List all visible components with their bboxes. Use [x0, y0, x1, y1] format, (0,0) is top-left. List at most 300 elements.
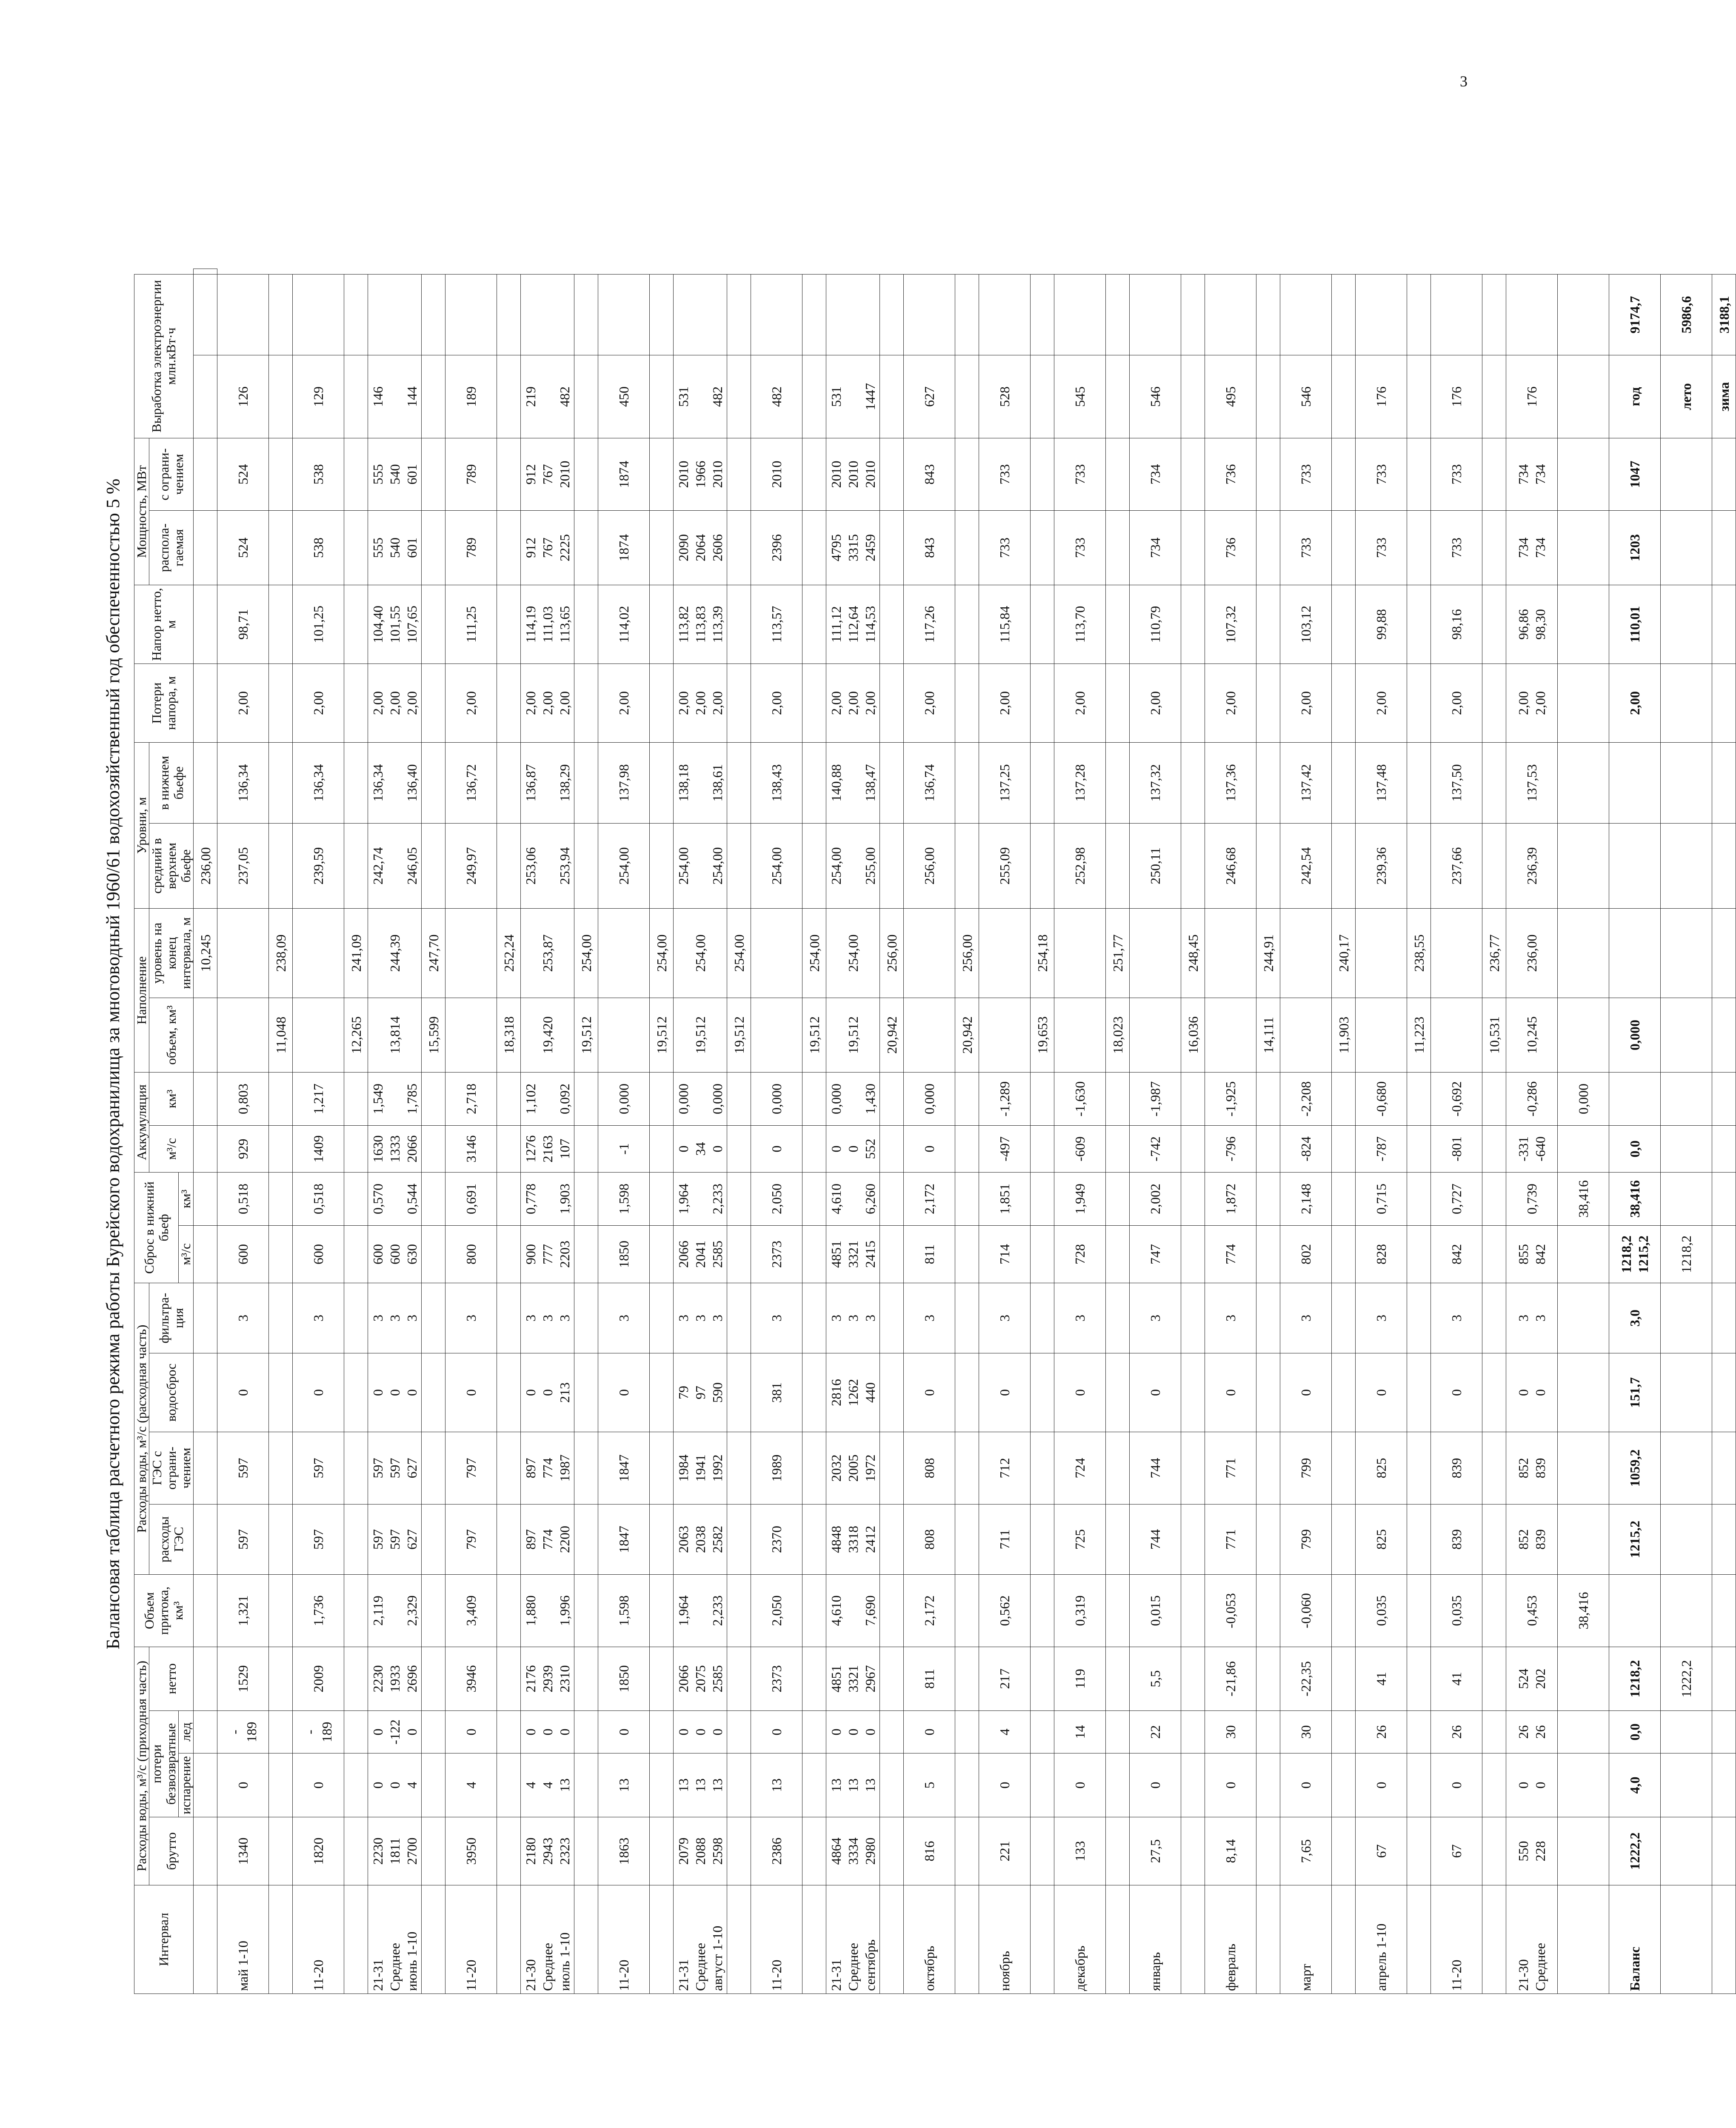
data-cell: 2180 2943 2323	[521, 1817, 574, 1885]
data-cell: 0,518	[217, 1173, 269, 1226]
data-cell: 236,00	[194, 824, 217, 909]
data-cell: 236,77	[1482, 909, 1506, 998]
data-cell	[1407, 511, 1431, 585]
data-cell: 41	[1431, 1647, 1482, 1711]
interval-cell: Баланс	[1609, 1885, 1661, 1994]
data-cell	[955, 743, 979, 824]
data-cell	[344, 1073, 368, 1126]
data-cell	[194, 438, 217, 511]
data-cell	[497, 1575, 521, 1647]
table-row	[521, 269, 574, 1994]
data-cell: 254,00	[751, 824, 802, 909]
data-cell: 528	[979, 355, 1031, 438]
data-cell	[880, 743, 904, 824]
data-cell: 136,34	[293, 743, 344, 824]
data-cell	[293, 998, 344, 1073]
data-cell: 531 1447	[826, 355, 880, 438]
data-cell: 0,715	[1356, 1173, 1407, 1226]
data-cell: 27,5	[1130, 1817, 1181, 1885]
data-cell	[497, 1173, 521, 1226]
data-cell	[1280, 998, 1332, 1073]
data-cell	[1181, 355, 1205, 438]
empty-cell	[674, 275, 727, 355]
data-cell	[1661, 1283, 1712, 1353]
data-cell	[1106, 1073, 1130, 1126]
data-cell	[497, 355, 521, 438]
interval-cell	[1407, 1885, 1431, 1994]
data-cell: 114,02	[598, 585, 650, 664]
data-cell	[802, 1753, 826, 1817]
data-cell	[1712, 438, 1736, 511]
data-cell	[1181, 743, 1205, 824]
data-cell	[1558, 1126, 1609, 1173]
data-cell: 244,91	[1256, 909, 1280, 998]
header-discharge-m3s: м³/с	[179, 1226, 194, 1283]
data-cell	[344, 511, 368, 585]
data-cell: 2,00 2,00	[1506, 664, 1558, 743]
data-cell: 825	[1356, 1504, 1407, 1575]
data-cell: 2066 2075 2585	[674, 1647, 727, 1711]
data-cell: 248,45	[1181, 909, 1205, 998]
data-cell: 825	[1356, 1432, 1407, 1504]
data-cell	[497, 1817, 521, 1885]
data-cell	[344, 824, 368, 909]
data-cell: 1820	[293, 1817, 344, 1885]
data-cell	[727, 1283, 751, 1353]
data-cell: 3950	[445, 1817, 497, 1885]
interval-cell	[1106, 1885, 1130, 1994]
data-cell	[422, 1126, 445, 1173]
data-cell	[727, 511, 751, 585]
data-cell: 912 767 2010	[521, 438, 574, 511]
data-cell: 0	[217, 1753, 269, 1817]
data-cell: 126	[217, 355, 269, 438]
data-cell: 103,12	[1280, 585, 1332, 664]
data-cell	[1712, 998, 1736, 1073]
data-cell	[727, 1504, 751, 1575]
data-cell: 2396	[751, 511, 802, 585]
data-cell: -787	[1356, 1126, 1407, 1173]
data-cell	[497, 1432, 521, 1504]
data-cell	[1407, 1753, 1431, 1817]
interval-cell	[955, 1885, 979, 1994]
data-cell	[650, 664, 674, 743]
empty-cell	[904, 275, 955, 355]
data-cell: -1,630	[1054, 1073, 1106, 1126]
data-cell	[1332, 511, 1356, 585]
data-cell: 0	[904, 1126, 955, 1173]
interval-cell	[1482, 1885, 1506, 1994]
header-losses: потери безвозвратные	[149, 1711, 179, 1817]
data-cell	[1712, 1226, 1736, 1283]
data-cell	[422, 1432, 445, 1504]
data-cell: 0	[979, 1753, 1031, 1817]
data-cell: 0,000 1,430	[826, 1073, 880, 1126]
data-cell: 16,036	[1181, 998, 1205, 1073]
data-cell: 1218,2	[1661, 1226, 1712, 1283]
data-cell	[1712, 1283, 1736, 1353]
header-fill-level: уровень на конец интервала, м	[149, 909, 194, 998]
data-cell	[1407, 438, 1431, 511]
data-cell	[650, 1753, 674, 1817]
data-cell	[1609, 1575, 1661, 1647]
data-cell	[1106, 1353, 1130, 1432]
data-cell	[574, 1283, 598, 1353]
data-cell	[1031, 1126, 1054, 1173]
data-cell: 237,66	[1431, 824, 1482, 909]
data-cell: 253,87	[521, 909, 574, 998]
data-cell: 597	[293, 1432, 344, 1504]
data-cell	[1256, 1753, 1280, 1817]
data-cell: 253,06 253,94	[521, 824, 574, 909]
data-cell: -1	[598, 1126, 650, 1173]
data-cell: 2032 2005 1972	[826, 1432, 880, 1504]
data-cell: 2370	[751, 1504, 802, 1575]
table-row	[1332, 269, 1356, 1994]
data-cell: 733	[1280, 438, 1332, 511]
data-cell: 1630 1333 2066	[368, 1126, 422, 1173]
data-cell: 3 3 3	[368, 1283, 422, 1353]
data-cell: 247,70	[422, 909, 445, 998]
data-cell	[727, 1353, 751, 1432]
empty-cell	[1356, 275, 1407, 355]
data-cell	[574, 1504, 598, 1575]
empty-cell	[217, 275, 269, 355]
data-cell: 4	[445, 1753, 497, 1817]
data-cell	[1609, 824, 1661, 909]
data-cell	[497, 664, 521, 743]
data-cell: 0,000 0,000	[674, 1073, 727, 1126]
interval-cell	[1558, 1885, 1609, 1994]
empty-cell	[727, 275, 751, 355]
data-cell	[497, 438, 521, 511]
data-cell: 129	[293, 355, 344, 438]
header-filling: Наполнение	[134, 909, 149, 1073]
data-cell	[1031, 1432, 1054, 1504]
data-cell	[650, 585, 674, 664]
data-cell	[880, 1711, 904, 1753]
header-accum-m3s: м³/с	[149, 1126, 194, 1173]
data-cell: 1218,2	[1609, 1647, 1661, 1711]
data-cell	[1332, 1283, 1356, 1353]
data-cell	[497, 1226, 521, 1283]
table-row	[826, 269, 880, 1994]
data-cell	[1031, 1817, 1054, 1885]
data-cell	[194, 1575, 217, 1647]
data-cell: -1,289	[979, 1073, 1031, 1126]
interval-cell	[880, 1885, 904, 1994]
data-cell	[802, 1126, 826, 1173]
data-cell	[1256, 1575, 1280, 1647]
data-cell	[955, 511, 979, 585]
data-cell	[1661, 1575, 1712, 1647]
data-cell	[574, 1126, 598, 1173]
data-cell	[1661, 1504, 1712, 1575]
header-energy: Выработка электроэнергии млн.кВт·ч	[134, 275, 194, 438]
data-cell	[955, 1647, 979, 1711]
data-cell: 136,34 136,40	[368, 743, 422, 824]
data-cell	[880, 511, 904, 585]
data-cell	[1031, 1226, 1054, 1283]
data-cell	[955, 1432, 979, 1504]
data-cell: 736	[1205, 511, 1256, 585]
data-cell: 113,82 113,83 113,39	[674, 585, 727, 664]
data-cell	[1712, 1353, 1736, 1432]
data-cell	[344, 1226, 368, 1283]
empty-cell	[1031, 275, 1054, 355]
data-cell	[1482, 355, 1506, 438]
data-cell	[1661, 1126, 1712, 1173]
data-cell	[598, 998, 650, 1073]
data-cell	[344, 1647, 368, 1711]
interval-cell	[344, 1885, 368, 1994]
data-cell: -824	[1280, 1126, 1332, 1173]
data-cell	[802, 664, 826, 743]
empty-cell	[1280, 275, 1332, 355]
data-cell	[1482, 1353, 1506, 1432]
data-cell: 1409	[293, 1126, 344, 1173]
interval-cell	[802, 1885, 826, 1994]
data-cell	[497, 1753, 521, 1817]
data-cell: 18,318	[497, 998, 521, 1073]
data-cell: 1,872	[1205, 1173, 1256, 1226]
data-cell	[422, 1353, 445, 1432]
data-cell	[1482, 1173, 1506, 1226]
data-cell: 0	[1280, 1753, 1332, 1817]
data-cell	[574, 1575, 598, 1647]
empty-cell	[368, 275, 422, 355]
data-cell: 0	[293, 1753, 344, 1817]
data-cell	[1256, 1504, 1280, 1575]
data-cell: -801	[1431, 1126, 1482, 1173]
data-cell	[727, 355, 751, 438]
data-cell: 0 0 213	[521, 1353, 574, 1432]
data-cell	[574, 824, 598, 909]
data-cell	[194, 664, 217, 743]
data-cell: 2,00 2,00 2,00	[674, 664, 727, 743]
data-cell	[422, 1504, 445, 1575]
data-cell	[194, 511, 217, 585]
data-cell	[1661, 1817, 1712, 1885]
data-cell	[1712, 511, 1736, 585]
data-cell: 136,72	[445, 743, 497, 824]
empty-cell	[422, 275, 445, 355]
data-cell: 254,00	[727, 909, 751, 998]
data-cell	[1558, 1817, 1609, 1885]
data-cell	[1609, 909, 1661, 998]
data-cell	[344, 1353, 368, 1432]
data-cell: 254,00	[650, 909, 674, 998]
data-cell: 733	[1356, 511, 1407, 585]
data-cell	[1712, 1432, 1736, 1504]
data-cell: 221	[979, 1817, 1031, 1885]
data-cell	[650, 1817, 674, 1885]
data-cell	[1482, 743, 1506, 824]
data-cell: - 189	[217, 1711, 269, 1753]
data-cell: 254,00 255,00	[826, 824, 880, 909]
data-cell: 176	[1506, 355, 1558, 438]
data-cell: 2010	[751, 438, 802, 511]
interval-cell	[422, 1885, 445, 1994]
data-cell	[194, 1226, 217, 1283]
data-cell: 0	[217, 1353, 269, 1432]
data-cell: 99,88	[1356, 585, 1407, 664]
data-cell: 26	[1356, 1711, 1407, 1753]
data-cell: 1,851	[979, 1173, 1031, 1226]
data-cell: 3 3 3	[674, 1283, 727, 1353]
interval-cell: май 1-10	[217, 1885, 269, 1994]
data-cell: 0,000	[904, 1073, 955, 1126]
table-row	[1712, 269, 1736, 1994]
data-cell	[1106, 1126, 1130, 1173]
data-cell	[802, 511, 826, 585]
data-cell	[1332, 1575, 1356, 1647]
data-cell: 2,00	[1280, 664, 1332, 743]
data-cell	[904, 998, 955, 1073]
data-cell: 1989	[751, 1432, 802, 1504]
data-cell	[1558, 824, 1609, 909]
data-cell	[880, 1126, 904, 1173]
data-cell	[1054, 998, 1106, 1073]
data-cell	[497, 585, 521, 664]
data-cell: 254,00	[802, 909, 826, 998]
data-cell	[955, 1753, 979, 1817]
data-cell: 254,00	[674, 909, 727, 998]
data-cell: 808	[904, 1432, 955, 1504]
data-cell: 897 774 1987	[521, 1432, 574, 1504]
data-cell: 22	[1130, 1711, 1181, 1753]
data-cell	[1482, 1817, 1506, 1885]
data-cell: -796	[1205, 1126, 1256, 1173]
data-cell: -22,35	[1280, 1647, 1332, 1711]
data-cell	[727, 1817, 751, 1885]
data-cell: 771	[1205, 1432, 1256, 1504]
data-cell	[802, 824, 826, 909]
interval-cell: ноябрь	[979, 1885, 1031, 1994]
empty-cell	[802, 275, 826, 355]
data-cell: 728	[1054, 1226, 1106, 1283]
data-cell: 251,77	[1106, 909, 1130, 998]
data-cell	[497, 1073, 521, 1126]
data-cell: 219 482	[521, 355, 574, 438]
data-cell	[194, 585, 217, 664]
data-cell	[1407, 585, 1431, 664]
table-row	[293, 269, 344, 1994]
data-cell	[1106, 1575, 1130, 1647]
data-cell	[344, 1817, 368, 1885]
data-cell	[1106, 1283, 1130, 1353]
data-cell: 1059,2	[1609, 1432, 1661, 1504]
data-cell: 725	[1054, 1504, 1106, 1575]
data-cell	[344, 1283, 368, 1353]
data-cell	[194, 1647, 217, 1711]
data-cell	[955, 1711, 979, 1753]
data-cell: 217	[979, 1647, 1031, 1711]
data-cell: 96,86 98,30	[1506, 585, 1558, 664]
data-cell	[1031, 664, 1054, 743]
data-cell	[1482, 1126, 1506, 1173]
interval-cell: 11-20	[1431, 1885, 1482, 1994]
data-cell: 0,0	[1609, 1711, 1661, 1753]
data-cell: 254,00	[574, 909, 598, 998]
data-cell	[344, 743, 368, 824]
data-cell	[574, 585, 598, 664]
data-cell	[955, 1073, 979, 1126]
data-cell: 26 26	[1506, 1711, 1558, 1753]
data-cell	[574, 438, 598, 511]
data-cell	[1558, 1283, 1609, 1353]
header-level-upper: средний в верхнем бьефе	[149, 824, 194, 909]
data-cell: 12,265	[344, 998, 368, 1073]
data-cell	[1558, 743, 1609, 824]
data-cell: 1847	[598, 1432, 650, 1504]
data-cell: 733	[1431, 511, 1482, 585]
data-cell	[1482, 511, 1506, 585]
data-cell: 843	[904, 511, 955, 585]
data-cell: 2,718	[445, 1073, 497, 1126]
data-cell: 133	[1054, 1817, 1106, 1885]
data-cell	[497, 1504, 521, 1575]
data-cell: 744	[1130, 1432, 1181, 1504]
data-cell	[574, 1432, 598, 1504]
data-cell: 0	[751, 1711, 802, 1753]
data-cell	[1256, 1353, 1280, 1432]
data-cell	[802, 1283, 826, 1353]
data-cell: 2,00	[1130, 664, 1181, 743]
data-cell	[194, 1753, 217, 1817]
data-cell	[445, 998, 497, 1073]
data-cell	[1181, 438, 1205, 511]
data-cell: 4	[979, 1711, 1031, 1753]
data-cell: 0,570 0,544	[368, 1173, 422, 1226]
data-cell	[1482, 438, 1506, 511]
energy-total-summer: 5986,6	[1661, 275, 1712, 355]
data-cell: 238,55	[1407, 909, 1431, 998]
data-cell: 140,88 138,47	[826, 743, 880, 824]
data-cell: 1850	[598, 1647, 650, 1711]
data-cell: 0,0	[1609, 1126, 1661, 1173]
interval-cell: 21-30 Среднее	[1506, 1885, 1558, 1994]
data-cell	[194, 1283, 217, 1353]
data-cell	[955, 355, 979, 438]
data-cell: 4,610 7,690	[826, 1575, 880, 1647]
data-cell	[422, 585, 445, 664]
data-cell	[1031, 1504, 1054, 1575]
data-cell	[1106, 1753, 1130, 1817]
data-cell	[1712, 585, 1736, 664]
header-accum-km3: км³	[149, 1073, 194, 1126]
empty-cell	[1407, 275, 1431, 355]
data-cell	[269, 1173, 293, 1226]
header-accum: Аккумуляция	[134, 1073, 149, 1173]
data-cell	[880, 1647, 904, 1711]
table-row	[674, 269, 727, 1994]
data-cell: 0,015	[1130, 1575, 1181, 1647]
data-cell	[1332, 1647, 1356, 1711]
data-cell: 0	[904, 1353, 955, 1432]
data-cell: 0 0 552	[826, 1126, 880, 1173]
data-cell: 0	[904, 1711, 955, 1753]
data-cell	[1661, 743, 1712, 824]
data-cell	[574, 1817, 598, 1885]
data-cell	[1332, 1711, 1356, 1753]
data-cell: 254,00 254,00	[674, 824, 727, 909]
table-row	[217, 269, 269, 1994]
data-cell	[269, 1283, 293, 1353]
data-cell	[574, 355, 598, 438]
data-cell: 929	[217, 1126, 269, 1173]
table-row	[1609, 269, 1661, 1994]
